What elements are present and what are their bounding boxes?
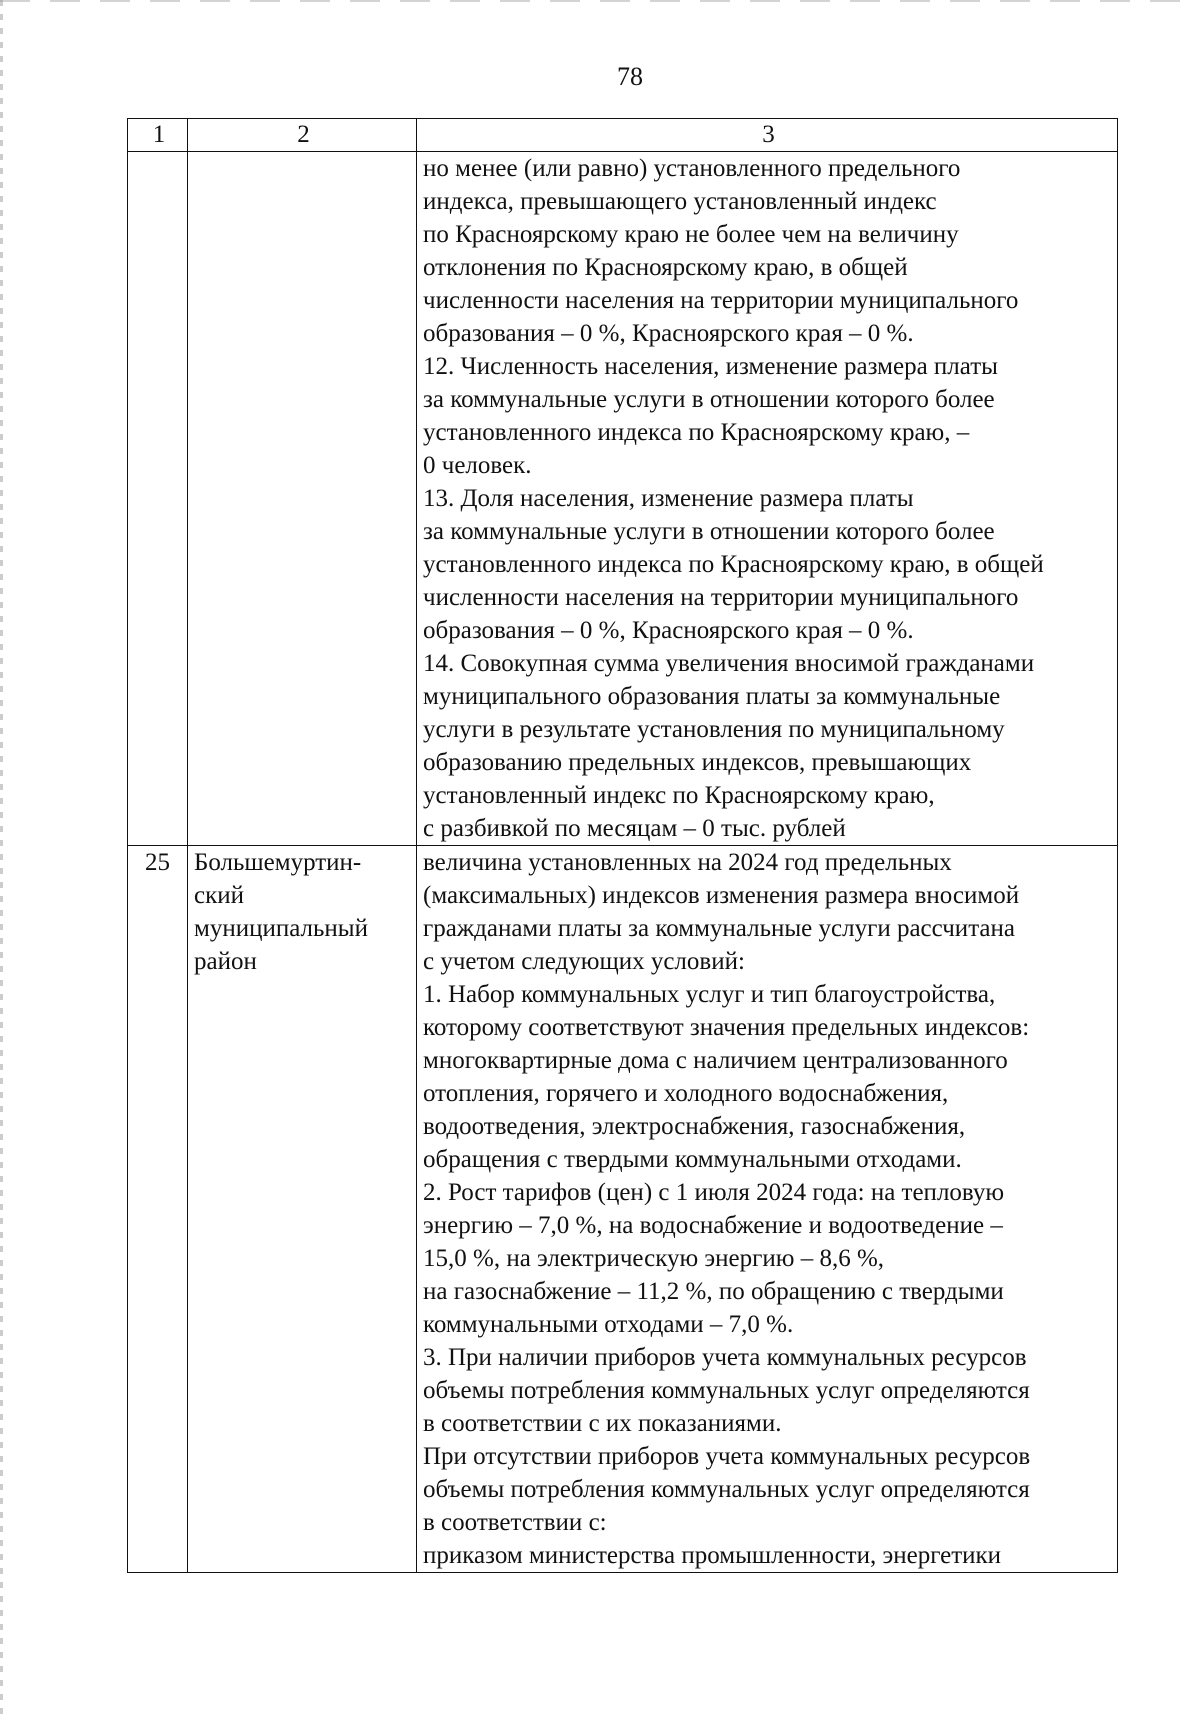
description-line: установленного индекса по Красноярскому краю, – xyxy=(423,419,970,446)
description-line: с разбивкой по месяцам – 0 тыс. рублей xyxy=(423,815,846,842)
row-number: 25 xyxy=(145,849,170,876)
description-line: водоотведения, электроснабжения, газоснабжения, xyxy=(423,1113,966,1140)
description-line: 12. Численность населения, изменение размера платы xyxy=(423,353,998,380)
description-line: 15,0 %, на электрическую энергию – 8,6 %, xyxy=(423,1245,885,1272)
description-line: 14. Совокупная сумма увеличения вносимой гражданами xyxy=(423,650,1035,677)
description-line: приказом министерства промышленности, энергетики xyxy=(423,1542,1002,1569)
row-number-cell xyxy=(128,152,188,846)
description-line: 13. Доля населения, изменение размера платы xyxy=(423,485,914,512)
header-col-3: 3 xyxy=(417,119,1118,152)
description-line: индекса, превышающего установленный индекс xyxy=(423,188,937,215)
description-line: которому соответствуют значения предельных индексов: xyxy=(423,1014,1030,1041)
scan-left-edge xyxy=(0,0,3,1722)
description-line: численности населения на территории муниципального xyxy=(423,287,1019,314)
description-line: численности населения на территории муниципального xyxy=(423,584,1019,611)
description-line: установленный индекс по Красноярскому краю, xyxy=(423,782,935,809)
table-row xyxy=(128,846,1118,1573)
description-line: установленного индекса по Красноярскому краю, в общей xyxy=(423,551,1044,578)
description-line: образованию предельных индексов, превышающих xyxy=(423,749,972,776)
description-line: обращения с твердыми коммунальными отходами. xyxy=(423,1146,962,1173)
description-line: 2. Рост тарифов (цен) с 1 июля 2024 года: на тепловую xyxy=(423,1179,1005,1206)
description-line: 1. Набор коммунальных услуг и тип благоустройства, xyxy=(423,981,996,1008)
header-col-1: 1 xyxy=(128,119,188,152)
description-line: в соответствии с: xyxy=(423,1509,607,1536)
description-line: по Красноярскому краю не более чем на величину xyxy=(423,221,959,248)
description-line: гражданами платы за коммунальные услуги рассчитана xyxy=(423,915,1015,942)
description-line: многоквартирные дома с наличием централизованного xyxy=(423,1047,1008,1074)
description-line: отклонения по Красноярскому краю, в общей xyxy=(423,254,908,281)
description-line: за коммунальные услуги в отношении которого более xyxy=(423,518,995,545)
description-line: объемы потребления коммунальных услуг определяются xyxy=(423,1377,1030,1404)
description-cell xyxy=(417,846,1118,1573)
table-row xyxy=(128,152,1118,846)
description-line: услуги в результате установления по муниципальному xyxy=(423,716,1005,743)
municipality-name-line: район xyxy=(194,948,257,975)
description-line: объемы потребления коммунальных услуг определяются xyxy=(423,1476,1030,1503)
description-line: 3. При наличии приборов учета коммунальных ресурсов xyxy=(423,1344,1027,1371)
description-line: на газоснабжение – 11,2 %, по обращению с твердыми xyxy=(423,1278,1004,1305)
description-line: При отсутствии приборов учета коммунальных ресурсов xyxy=(423,1443,1031,1470)
description-line: величина установленных на 2024 год предельных xyxy=(423,849,952,876)
description-line: с учетом следующих условий: xyxy=(423,948,745,975)
row-number-cell xyxy=(128,846,188,1573)
header-col-2: 2 xyxy=(188,119,417,152)
description-line: но менее (или равно) установленного предельного xyxy=(423,155,961,182)
description-line: муниципального образования платы за коммунальные xyxy=(423,683,1001,710)
table-header-row xyxy=(128,119,1118,152)
page-number: 78 xyxy=(617,62,643,91)
description-line: 0 человек. xyxy=(423,452,532,479)
description-line: за коммунальные услуги в отношении которого более xyxy=(423,386,995,413)
description-line: коммунальными отходами – 7,0 %. xyxy=(423,1311,794,1338)
municipality-name-line: муниципальный xyxy=(194,915,368,942)
description-line: энергию – 7,0 %, на водоснабжение и водоотведение – xyxy=(423,1212,1003,1239)
description-cell xyxy=(417,152,1118,846)
scan-top-edge xyxy=(0,0,1200,2)
description-line: в соответствии с их показаниями. xyxy=(423,1410,782,1437)
municipality-name-line: Большемуртин- xyxy=(194,849,362,876)
document-table xyxy=(127,118,1118,1573)
municipality-cell xyxy=(188,846,417,1573)
description-line: образования – 0 %, Красноярского края – 0 %. xyxy=(423,617,914,644)
municipality-name-line: ский xyxy=(194,882,244,909)
municipality-cell xyxy=(188,152,417,846)
description-line: отопления, горячего и холодного водоснабжения, xyxy=(423,1080,949,1107)
description-line: (максимальных) индексов изменения размера вносимой xyxy=(423,882,1020,909)
description-line: образования – 0 %, Красноярского края – 0 %. xyxy=(423,320,914,347)
